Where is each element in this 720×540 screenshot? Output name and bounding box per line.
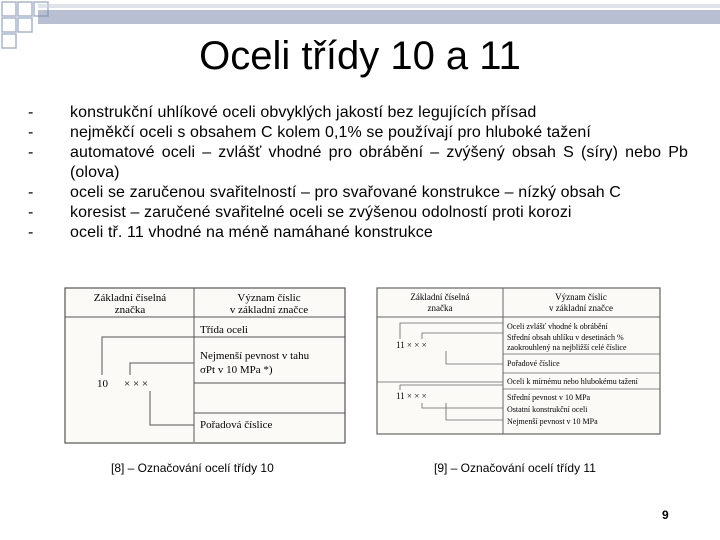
fig10-row-1: Třída oceli: [200, 324, 248, 336]
fig10-row-2b: σPt v 10 MPa *): [200, 364, 273, 376]
bullet-text: koresist – zaručené svařitelné oceli se zvýšenou odolností proti korozi: [70, 204, 572, 221]
bullet-text: nejměkčí oceli s obsahem C kolem 0,1% se používají pro hluboké tažení: [70, 124, 591, 141]
fig11-header-left-1: Základní číselná: [410, 292, 470, 302]
fig11-row: Ostatní konstrukční oceli: [507, 405, 588, 414]
bullet-marker: -: [28, 184, 34, 201]
list-item: [28, 223, 688, 243]
bullet-text: oceli se zaručenou svařitelností – pro svařované konstrukce – nízký obsah C: [70, 184, 621, 201]
fig11-row: zaokrouhlený na nejbližší celé číslice: [507, 343, 627, 352]
fig11-row: Oceli zvlášť vhodné k obrábění: [507, 322, 608, 331]
fig11-row: Střední pevnost v 10 MPa: [507, 393, 591, 402]
slide-title: Oceli třídy 10 a 11: [199, 34, 521, 78]
bullet-text: automatové oceli – zvlášť vhodné pro obrábění – zvýšený obsah S (síry) nebo Pb (olova): [70, 144, 688, 181]
figure-class-10: [64, 287, 346, 447]
fig11-row: Oceli k mírnému nebo hlubokému tažení: [507, 377, 638, 386]
bullet-text: oceli tř. 11 vhodné na méně namáhané konstrukce: [70, 224, 433, 241]
list-item: [28, 203, 688, 223]
list-item: [28, 143, 688, 183]
figure-class-11-caption: [9] – Označování ocelí třídy 11: [434, 461, 596, 475]
fig11-header-right-2: v základní značce: [549, 303, 613, 313]
page-number: 9: [662, 508, 669, 522]
fig11-row: Nejmenší pevnost v 10 MPa: [507, 417, 598, 426]
fig10-row-3: Pořadová číslice: [200, 419, 273, 431]
bullet-marker: -: [28, 204, 34, 221]
fig11-code-top: 11 × × ×: [396, 340, 427, 350]
bullet-marker: -: [28, 144, 34, 161]
figure-class-11: [376, 287, 661, 437]
bullet-marker: -: [28, 104, 34, 121]
fig11-header-left-2: značka: [427, 303, 453, 313]
fig10-code-number: 10: [97, 378, 108, 390]
fig10-row-2a: Nejmenší pevnost v tahu: [200, 350, 310, 362]
fig10-header-right-2: v základní značce: [229, 304, 309, 316]
list-item: [28, 103, 688, 123]
fig11-code-bottom: 11 × × ×: [396, 391, 427, 401]
fig11-row: Střední obsah uhlíku v desetinách %: [507, 333, 624, 342]
fig10-header-left-2: značka: [114, 304, 146, 316]
fig11-row: Pořadové číslice: [507, 359, 560, 368]
list-item: [28, 123, 688, 143]
fig10-code-marks: × × ×: [124, 378, 149, 390]
bullet-text: konstrukční uhlíkové oceli obvyklých jakostí bez legujících přísad: [70, 104, 537, 121]
figure-class-10-caption: [8] – Označování ocelí třídy 10: [111, 461, 274, 475]
bullet-list: [28, 103, 688, 243]
bullet-marker: -: [28, 124, 34, 141]
bullet-marker: -: [28, 224, 34, 241]
fig10-header-right-1: Význam číslic: [237, 292, 301, 304]
fig11-header-right-1: Význam číslic: [555, 292, 607, 302]
fig10-header-left-1: Základní číselná: [93, 292, 167, 304]
list-item: [28, 183, 688, 203]
